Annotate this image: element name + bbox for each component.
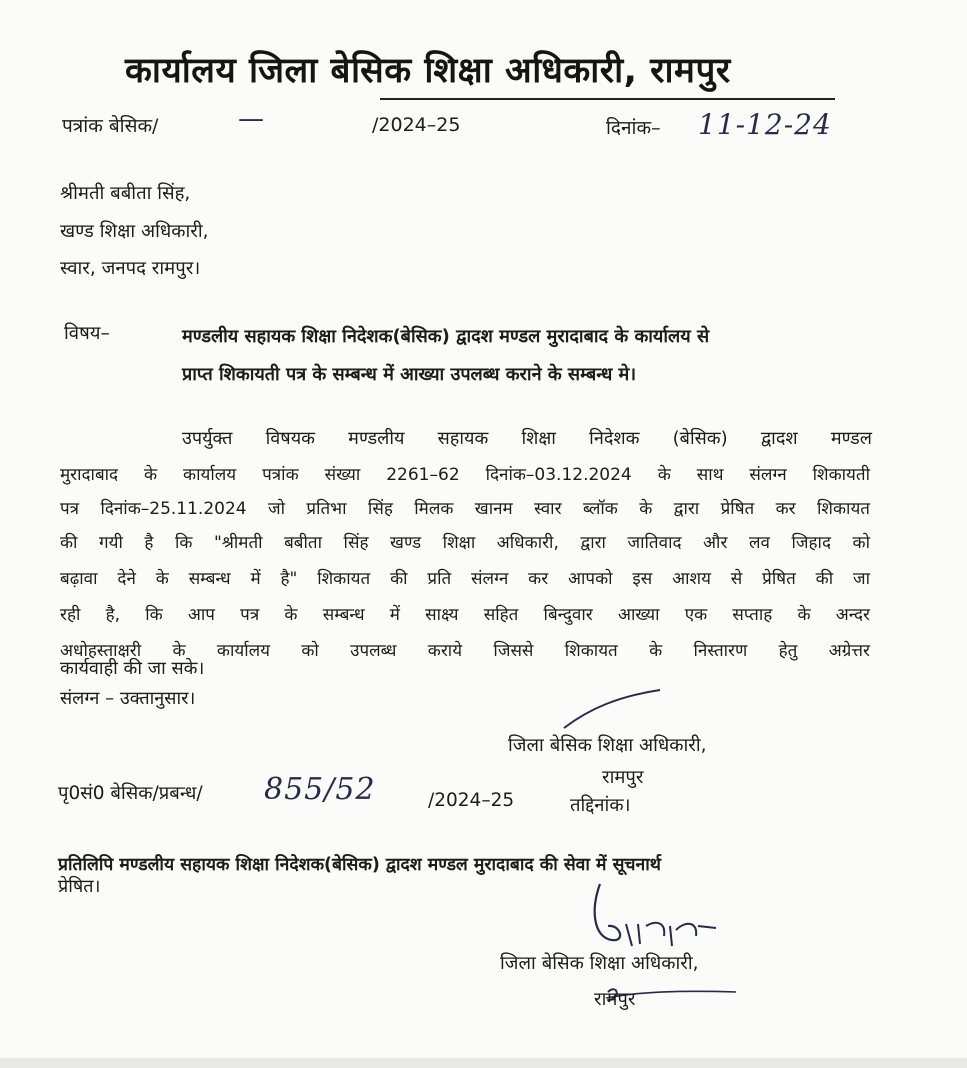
bottom-edge: [0, 1058, 967, 1068]
body-line-7-text: अधोहस्ताक्षरी के कार्यालय को उपलब्ध कराये जिससे शिकायत के निस्तारण हेतु अग्रेत्तर: [60, 641, 870, 661]
body-line-6: [60, 602, 870, 625]
body-line-3-text: पत्र दिनांक–25.11.2024 जो प्रतिभा सिंह मिलक खानम स्वार ब्लॉक के द्वारा प्रेषित कर शिकायत: [60, 499, 870, 519]
enclosure-note: संलग्न – उक्तानुसार।: [60, 688, 196, 709]
title-underline: [380, 98, 835, 100]
date-label: दिनांक–: [606, 117, 661, 139]
body-line-2-text: मुरादाबाद के कार्यालय पत्रांक संख्या 2261–62 दिनांक–03.12.2024 के साथ संलग्न शिकायती: [60, 465, 870, 485]
copy-line-2: प्रेषित।: [58, 876, 101, 897]
signatory-designation-2: जिला बेसिक शिक्षा अधिकारी,: [500, 953, 699, 974]
endorsement-date: तद्दिनांक।: [570, 795, 631, 816]
subject-label: विषय–: [64, 323, 110, 344]
addressee-designation: खण्ड शिक्षा अधिकारी,: [60, 221, 209, 242]
signatory-designation-1: जिला बेसिक शिक्षा अधिकारी,: [508, 735, 707, 756]
body-line-1: [182, 426, 872, 450]
body-line-5-text: बढ़ावा देने के सम्बन्ध में है" शिकायत की प्रति संलग्न कर आपको इस आशय से प्रेषित की जा: [60, 569, 870, 589]
body-line-1-text: उपर्युक्त विषयक मण्डलीय सहायक शिक्षा निदेशक (बेसिक) द्वादश मण्डल: [182, 428, 872, 449]
endorsement-year: /2024–25: [428, 790, 515, 811]
subject-line-1: मण्डलीय सहायक शिक्षा निदेशक(बेसिक) द्वादश मण्डल मुरादाबाद के कार्यालय से: [182, 326, 710, 347]
body-line-4: [60, 530, 870, 553]
office-title: कार्यालय जिला बेसिक शिक्षा अधिकारी, रामपुर: [125, 51, 731, 91]
handwritten-date: 11-12-24: [698, 108, 832, 141]
endorsement-number: 855/52: [264, 772, 376, 807]
body-line-2: [60, 462, 870, 485]
reference-year: /2024–25: [372, 114, 461, 136]
body-last-line: कार्यवाही की जा सके।: [60, 658, 205, 679]
copy-line-1: प्रतिलिपि मण्डलीय सहायक शिक्षा निदेशक(बेसिक) द्वादश मण्डल मुरादाबाद की सेवा में सूचनार्थ: [58, 855, 661, 875]
dash-mark: —: [238, 104, 264, 134]
body-line-5: [60, 566, 870, 589]
body-line-3: [60, 496, 870, 519]
body-line-6-text: रही है, कि आप पत्र के सम्बन्ध में साक्ष्य सहित बिन्दुवार आख्या एक सप्ताह के अन्दर: [60, 605, 870, 625]
subject-line-2: प्राप्त शिकायती पत्र के सम्बन्ध में आख्या उपलब्ध कराने के सम्बन्ध मे।: [182, 364, 637, 385]
signatory-place-2: रामपुर: [594, 989, 636, 1010]
addressee-name: श्रीमती बबीता सिंह,: [60, 183, 191, 204]
signatory-place-1: रामपुर: [602, 767, 644, 788]
endorsement-label: पृ0सं0 बेसिक/प्रबन्ध/: [58, 783, 203, 804]
addressee-place: स्वार, जनपद रामपुर।: [60, 258, 201, 279]
patrank-label: पत्रांक बेसिक/: [62, 115, 159, 137]
body-line-4-text: की गयी है कि "श्रीमती बबीता सिंह खण्ड शिक्षा अधिकारी, द्वारा जातिवाद और लव जिहाद को: [60, 533, 870, 553]
signature-stroke-1: [560, 686, 670, 736]
